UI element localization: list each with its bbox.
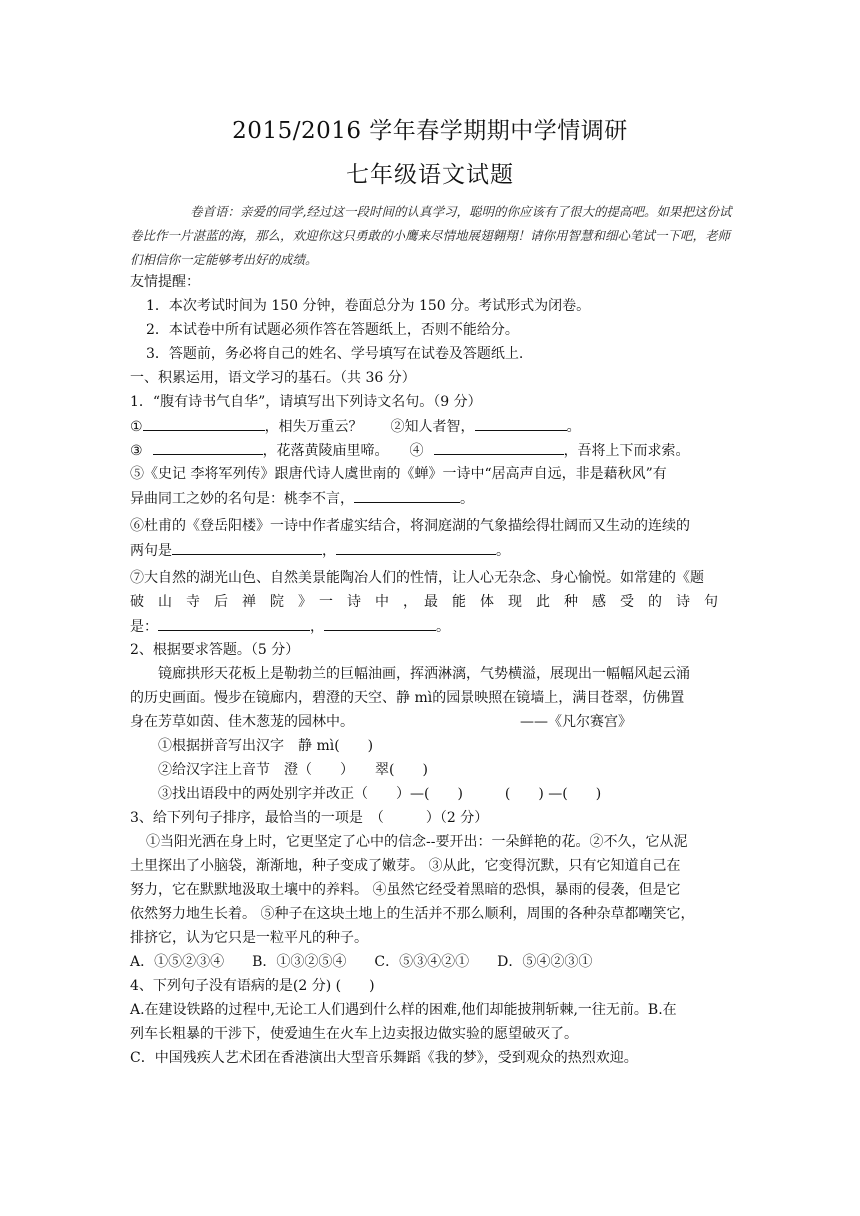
q1-a5-text: 异曲同工之妙的名句是：桃李不言， — [130, 491, 354, 507]
q3-stem: 3、给下列句子排序，最恰当的一项是 （ ）（2 分） — [130, 810, 489, 826]
q4-line-3: C．中国残疾人艺术团在香港演出大型音乐舞蹈《我的梦》，受到观众的热烈欢迎。 — [130, 1050, 638, 1066]
q1-a6-end: 。 — [496, 543, 510, 559]
reminder-item-3: 3．答题前，务必将自己的姓名、学号填写在试卷及答题纸上. — [146, 346, 524, 362]
reminder-label: 友情提醒： — [130, 274, 200, 290]
q1-a6-line-2 — [130, 538, 730, 562]
q2-source: ——《凡尔赛宫》 — [520, 714, 632, 730]
q3-line-3: 努力，它在默默地汲取土壤中的养料。 ④虽然它经受着黑暗的恐惧，暴雨的侵袭，但是它 — [130, 882, 681, 898]
q2-para-line-3 — [130, 710, 730, 734]
q4-line-1: A.在建设铁路的过程中,无论工人们遇到什么样的困难,他们却能披荆斩棘,一往无前。B.在 — [130, 1002, 677, 1018]
q1-a1-number: ① — [130, 419, 143, 435]
q2-sub-1: ①根据拼音写出汉字 静 mì( ) — [158, 738, 374, 754]
q2-stem: 2、根据要求答题。（5 分） — [130, 642, 300, 658]
q1-a6-blank-1[interactable] — [172, 538, 322, 555]
q2-sub-2: ②给汉字注上音节 澄（ ） 翠( ) — [158, 762, 428, 778]
q4-line-2: 列车长粗暴的干涉下，使爱迪生在火车上边卖报边做实验的愿望破灭了。 — [130, 1026, 578, 1042]
exam-title: 2015/2016 学年春学期期中学情调研 — [232, 118, 628, 144]
q1-a4-text: ，吾将上下而求索。 — [563, 443, 690, 459]
section-1-heading: 一、积累运用，语文学习的基石。（共 36 分） — [130, 370, 416, 386]
q1-a5-end: 。 — [460, 491, 474, 507]
exam-subtitle: 七年级语文试题 — [346, 162, 514, 188]
q1-a6-blank-2[interactable] — [336, 538, 496, 555]
q1-a6-text: 两句是 — [130, 543, 172, 559]
q1-a7-line-3 — [130, 614, 730, 638]
q1-a5-line-2 — [130, 486, 730, 510]
q1-a7-line-1: ⑦大自然的湖光山色、自然美景能陶冶人们的性情，让人心无杂念、身心愉悦。如常建的《题 — [130, 570, 704, 586]
q1-stem: 1．“腹有诗书气自华”，请填写出下列诗文名句。（9 分） — [130, 394, 482, 410]
q1-a4-blank[interactable] — [434, 438, 564, 455]
q1-a3-number: ③ — [130, 443, 143, 459]
q1-a6-line-1: ⑥杜甫的《登岳阳楼》一诗中作者虚实结合，将洞庭湖的气象描绘得壮阔而又生动的连续的 — [130, 518, 690, 534]
q4-stem: 4、下列句子没有语病的是(2 分) ( ) — [130, 978, 375, 994]
q2-para-line-2: 的历史画面。慢步在镜廊内，碧澄的天空、静 mì的园景映照在镜墙上，满目苍翠，仿佛置 — [130, 690, 685, 706]
reminder-item-1: 1．本次考试时间为 150 分钟，卷面总分为 150 分。考试形式为闭卷。 — [146, 298, 591, 314]
intro-paragraph: 卷首语：亲爱的同学,经过这一段时间的认真学习，聪明的你应该有了很大的提高吧。如果把这份试卷比作一片湛蓝的海，那么，欢迎你这只勇敢的小鹰来尽情地展翅翱翔！请你用智慧和细心笔试一下吧，老师们相信你一定能够考出好的成绩。 — [130, 204, 732, 267]
q1-a1-blank[interactable] — [143, 414, 265, 431]
exam-body — [130, 270, 730, 1070]
q2-para-line-1: 镜廊拱形天花板上是勒勃兰的巨幅油画，挥洒淋漓，气势横溢，展现出一幅幅风起云涌 — [158, 666, 690, 682]
q1-a7-blank-2[interactable] — [324, 614, 436, 631]
q1-a7-end: 。 — [436, 619, 450, 635]
q1-a7-blank-1[interactable] — [158, 614, 310, 631]
q1-a7-line-2: 破 山 寺 后 禅 院 》 一 诗 中 ， 最 能 体 现 此 种 感 受 的 诗 句 — [130, 594, 718, 610]
q1-a3-text: ，花落黄陵庙里啼。 ④ — [262, 443, 424, 459]
q3-line-5: 排挤它，认为它只是一粒平凡的种子。 — [130, 930, 368, 946]
q1-line-1-2 — [130, 414, 730, 438]
q3-options: A．①⑤②③④ B．①③②⑤④ C．⑤③④②① D．⑤④②③① — [130, 954, 593, 970]
q1-a5-blank[interactable] — [354, 486, 460, 503]
q3-line-1: ①当阳光洒在身上时，它更坚定了心中的信念--要开出：一朵鲜艳的花。②不久，它从泥 — [146, 834, 688, 850]
q1-a6-comma: ， — [322, 543, 336, 559]
q1-line-3-4 — [130, 438, 730, 462]
q1-a3-blank[interactable] — [153, 438, 263, 455]
q2-para-text: 身在芳草如茵、佳木葱茏的园林中。 — [130, 714, 354, 730]
q1-a7-comma: ， — [310, 619, 324, 635]
q1-a2-end: 。 — [566, 419, 581, 435]
q3-line-2: 土里探出了小脑袋，渐渐地，种子变成了嫩芽。 ③从此，它变得沉默，只有它知道自己在 — [130, 858, 681, 874]
reminder-item-2: 2．本试卷中所有试题必须作答在答题纸上，否则不能给分。 — [146, 322, 519, 338]
q1-a1-text: ，相失万重云？ ②知人者智， — [264, 419, 475, 435]
q3-line-4: 依然努力地生长着。 ⑤种子在这块土地上的生活并不那么顺利，周围的各种杂草都嘲笑它， — [130, 906, 695, 922]
q1-a5-line-1: ⑤《史记 李将军列传》跟唐代诗人虞世南的《蝉》一诗中“居高声自远，非是藉秋风”有 — [130, 466, 667, 482]
q2-sub-3: ③找出语段中的两处别字并改正（ ）—( ) ( ) —( ) — [158, 786, 602, 802]
q1-a2-blank[interactable] — [475, 414, 567, 431]
q1-a7-text: 是： — [130, 619, 158, 635]
